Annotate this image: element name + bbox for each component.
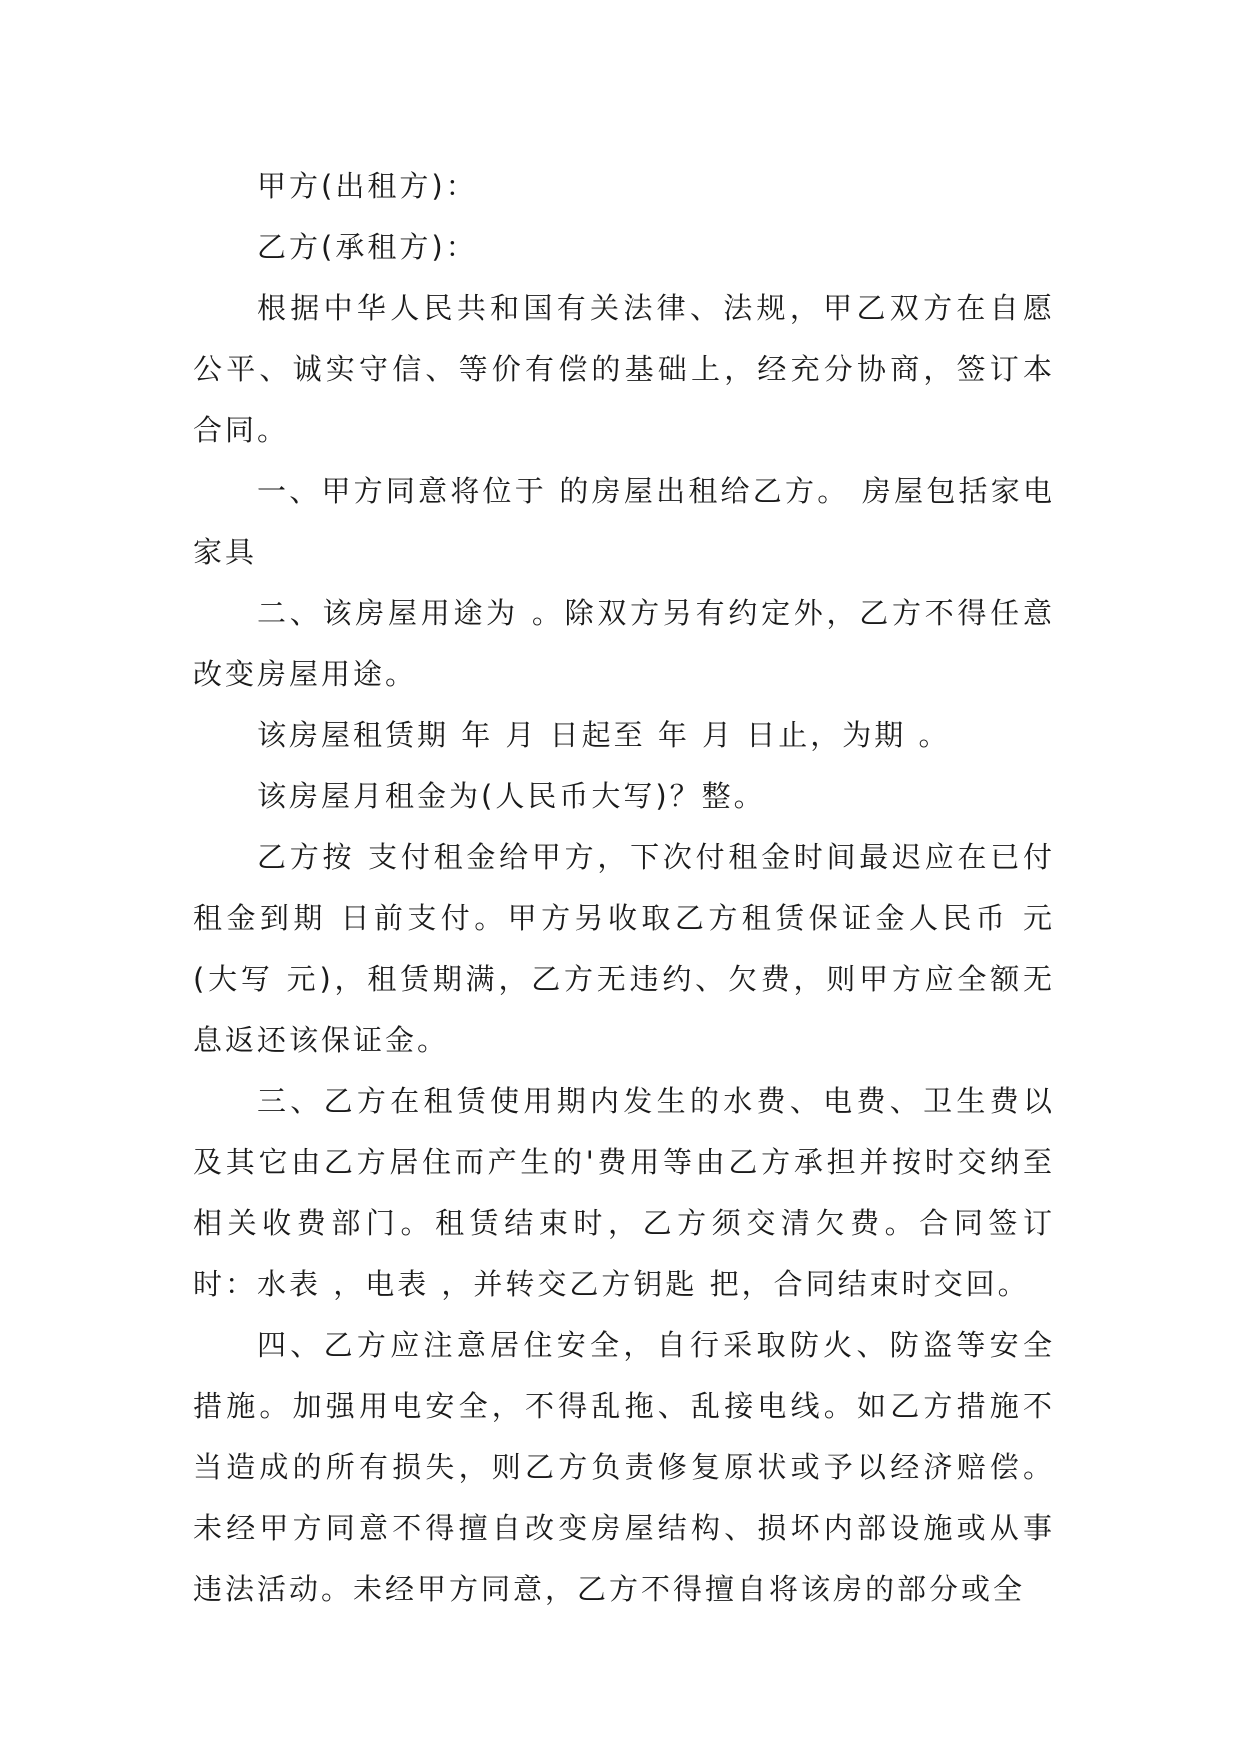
clause-2-paragraph: 二、该房屋用途为 。除双方另有约定外，乙方不得任意改变房屋用途。: [193, 596, 1055, 691]
party-a-line: 甲方(出租方)：: [257, 169, 478, 203]
payment-deposit-paragraph: 乙方按 支付租金给甲方，下次付租金时间最迟应在已付租金到期 日前支付。甲方另收取乙方租赁保证金人民币 元(大写 元)，租赁期满，乙方无违约、欠费，则甲方应全额无息返还该保证金。: [193, 840, 1055, 1057]
clause-1-paragraph: 一、甲方同意将位于 的房屋出租给乙方。 房屋包括家电家具: [193, 474, 1055, 569]
party-b-line: 乙方(承租方)：: [257, 230, 478, 264]
monthly-rent-paragraph: 该房屋月租金为(人民币大写)？整。: [257, 779, 766, 813]
preamble-paragraph: 根据中华人民共和国有关法律、法规，甲乙双方在自愿公平、诚实守信、等价有偿的基础上，经充分协商，签订本合同。: [193, 291, 1055, 447]
clause-4-paragraph: 四、乙方应注意居住安全，自行采取防火、防盗等安全措施。加强用电安全，不得乱拖、乱接电线。如乙方措施不当造成的所有损失，则乙方负责修复原状或予以经济赔偿。未经甲方同意不得擅自改变房屋结构、损坏内部设施或从事违法活动。未经甲方同意，乙方不得擅自将该房的部分或全: [193, 1328, 1055, 1606]
clause-3-paragraph: 三、乙方在租赁使用期内发生的水费、电费、卫生费以及其它由乙方居住而产生的'费用等由乙方承担并按时交纳至相关收费部门。租赁结束时，乙方须交清欠费。合同签订时：水表 ，电表 ，并转交乙方钥匙 把，合同结束时交回。: [193, 1084, 1055, 1301]
contract-body: [193, 156, 1055, 1620]
lease-term-paragraph: 该房屋租赁期 年 月 日起至 年 月 日止，为期 。: [257, 718, 951, 752]
